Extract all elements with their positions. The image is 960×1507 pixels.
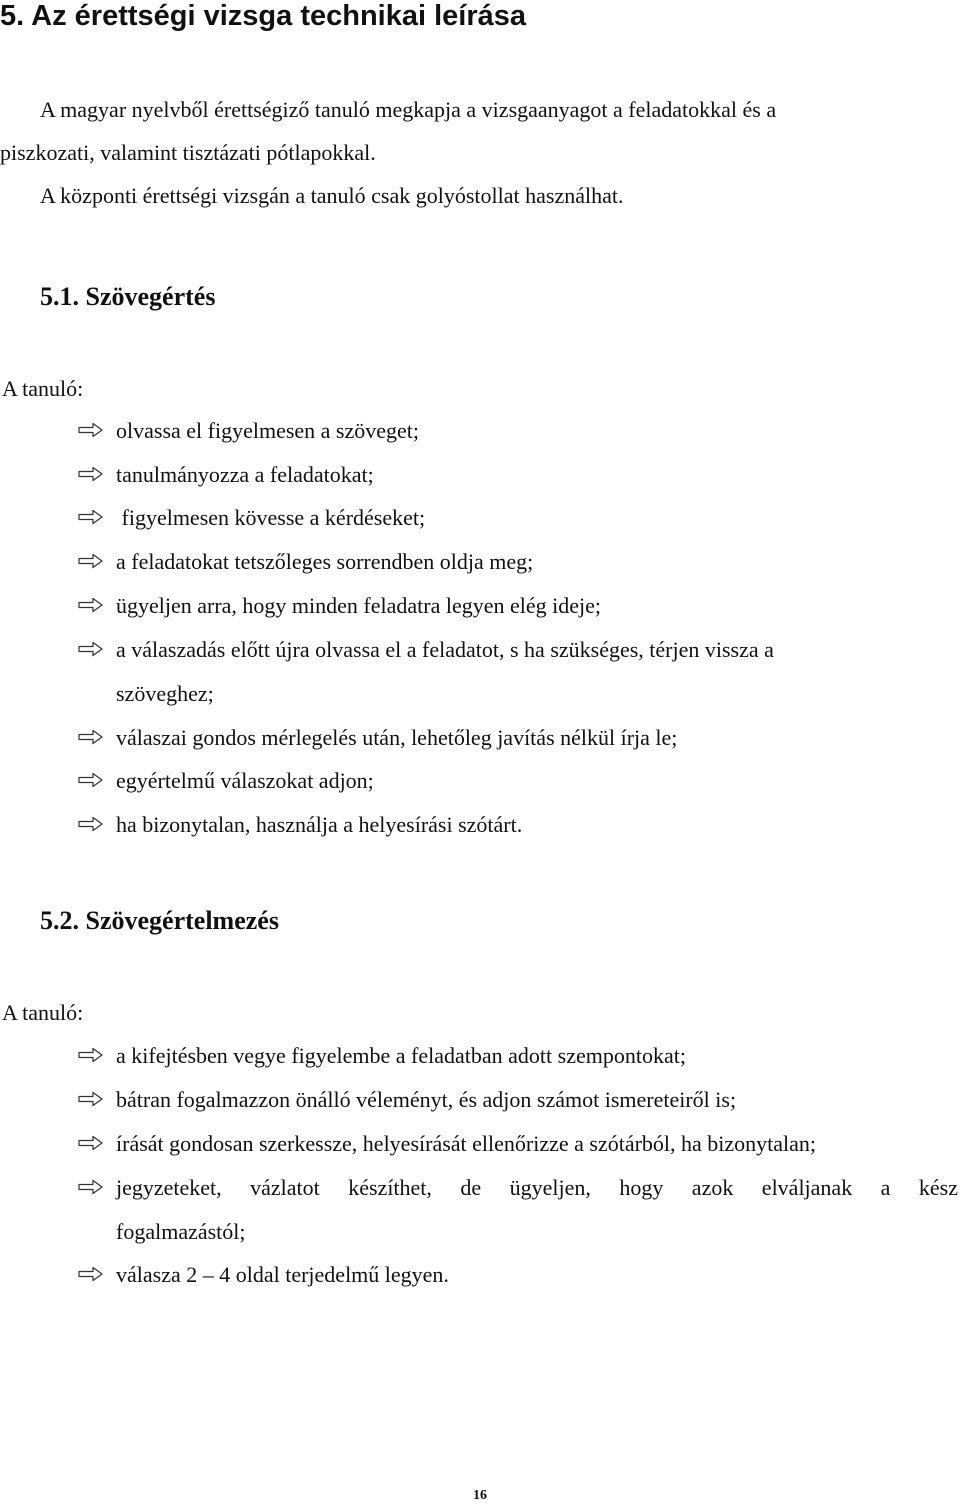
hollow-right-arrow-icon xyxy=(78,422,104,438)
hollow-right-arrow-icon xyxy=(78,1047,104,1063)
intro-line-3: A központi érettségi vizsgán a tanuló csak golyóstollat használhat. xyxy=(40,183,624,208)
list-item-continuation: fogalmazástól; xyxy=(116,1219,246,1244)
list-item: olvassa el figyelmesen a szöveget; xyxy=(116,418,420,443)
hollow-right-arrow-icon xyxy=(78,1266,104,1282)
list-item: a kifejtésben vegye figyelembe a feladatban adott szempontokat; xyxy=(116,1043,686,1068)
page-number: 16 xyxy=(473,1488,487,1503)
section-2-lead: A tanuló: xyxy=(2,1000,84,1025)
list-item: bátran fogalmazzon önálló véleményt, és adjon számot ismereteiről is; xyxy=(116,1087,737,1112)
list-item-continuation: szöveghez; xyxy=(116,681,214,706)
page-heading: 5. Az érettségi vizsga technikai leírása xyxy=(0,0,527,32)
hollow-right-arrow-icon xyxy=(78,641,104,657)
hollow-right-arrow-icon xyxy=(78,729,104,745)
list-item: válaszai gondos mérlegelés után, lehetőleg javítás nélkül írja le; xyxy=(116,725,678,750)
hollow-right-arrow-icon xyxy=(78,1135,104,1151)
list-item: válasza 2 – 4 oldal terjedelmű legyen. xyxy=(116,1262,449,1287)
section-1-title: 5.1. Szövegértés xyxy=(40,282,216,311)
list-item: jegyzeteket, vázlatot készíthet, de ügyeljen, hogy azok elváljanak a kész xyxy=(116,1175,958,1200)
list-item: írását gondosan szerkessze, helyesírását ellenőrizze a szótárból, ha bizonytalan; xyxy=(116,1131,817,1156)
hollow-right-arrow-icon xyxy=(78,816,104,832)
list-item: egyértelmű válaszokat adjon; xyxy=(116,768,374,793)
list-item: ügyeljen arra, hogy minden feladatra legyen elég ideje; xyxy=(116,593,602,618)
section-1-lead: A tanuló: xyxy=(2,376,84,401)
intro-line-2: piszkozati, valamint tisztázati pótlapokkal. xyxy=(0,140,376,165)
hollow-right-arrow-icon xyxy=(78,772,104,788)
list-item: a válaszadás előtt újra olvassa el a feladatot, s ha szükséges, térjen vissza a xyxy=(116,637,774,662)
hollow-right-arrow-icon xyxy=(78,553,104,569)
hollow-right-arrow-icon xyxy=(78,509,104,525)
hollow-right-arrow-icon xyxy=(78,1091,104,1107)
hollow-right-arrow-icon xyxy=(78,1179,104,1195)
list-item: tanulmányozza a feladatokat; xyxy=(116,462,374,487)
hollow-right-arrow-icon xyxy=(78,597,104,613)
list-item: ha bizonytalan, használja a helyesírási szótárt. xyxy=(116,812,523,837)
list-item: figyelmesen kövesse a kérdéseket; xyxy=(116,505,426,530)
hollow-right-arrow-icon xyxy=(78,466,104,482)
list-item: a feladatokat tetszőleges sorrendben oldja meg; xyxy=(116,549,534,574)
intro-line-1: A magyar nyelvből érettségiző tanuló megkapja a vizsgaanyagot a feladatokkal és a xyxy=(40,97,777,122)
section-2-title: 5.2. Szövegértelmezés xyxy=(40,906,279,935)
